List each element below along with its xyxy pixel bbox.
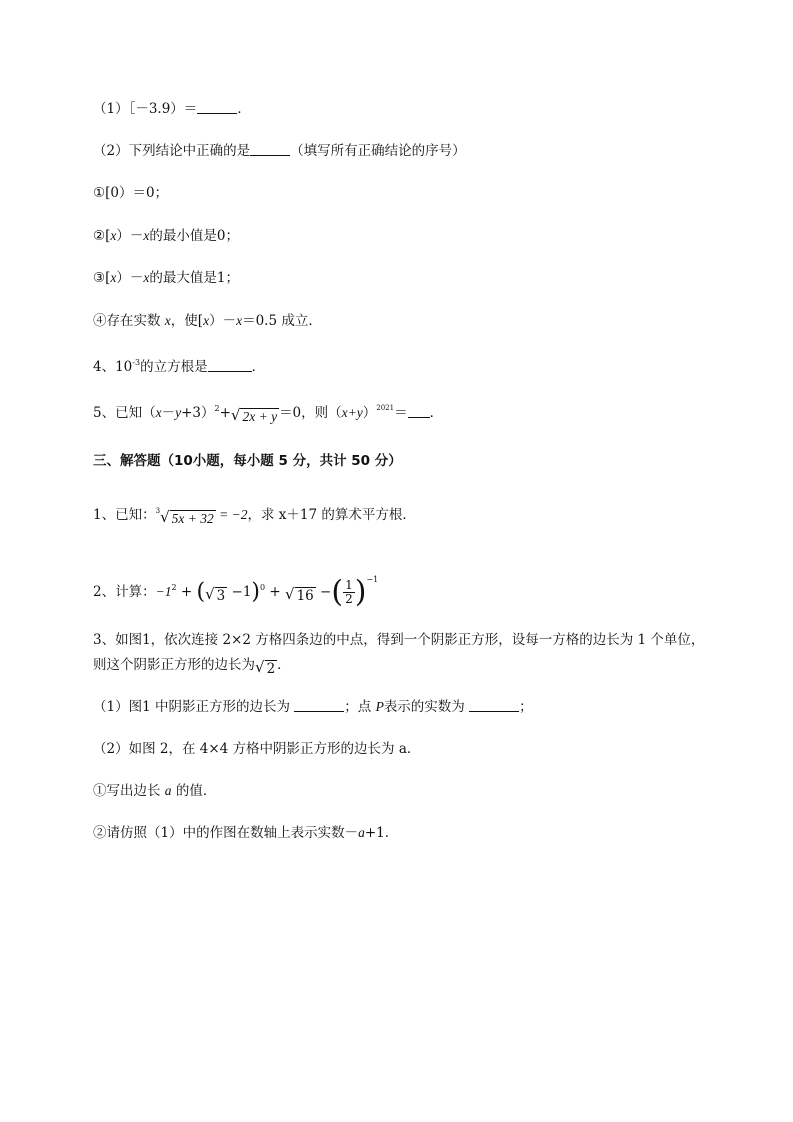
- problem-text: ）: [362, 405, 377, 421]
- option-text: ，使[: [170, 313, 204, 329]
- problem-5: [93, 398, 443, 425]
- var-a: a: [358, 825, 365, 840]
- problem-4: [93, 353, 265, 377]
- answer-blank: [294, 699, 344, 712]
- problem-text: +1．: [364, 825, 399, 841]
- var-x: x: [110, 228, 117, 243]
- question-2-note: （填写所有正确结论的序号）: [290, 143, 466, 159]
- var-y: y: [175, 405, 182, 420]
- var-x: x: [203, 313, 210, 328]
- problem-text: 的值．: [171, 783, 217, 799]
- answer-blank: [208, 359, 252, 372]
- operator: ＝: [394, 405, 408, 421]
- operator: －: [161, 405, 176, 421]
- solve-problem-3-part-2: （2）如图 2，在 4×4 方格中阴影正方形的边长为 a．: [93, 741, 421, 757]
- option-3: [93, 268, 239, 288]
- option-text: 的最小值是0；: [149, 228, 239, 244]
- problem-text: ，求 x＋17 的算术平方根．: [247, 507, 416, 523]
- period: ．: [277, 657, 291, 673]
- square-root: [205, 585, 227, 604]
- problem-text: 5、已知（: [93, 405, 156, 421]
- numerator: 1: [345, 578, 353, 592]
- option-2: [93, 226, 239, 246]
- operator: −: [315, 584, 332, 600]
- option-4: [93, 311, 322, 331]
- right-paren: ): [251, 579, 261, 605]
- exponent: 2021: [376, 404, 395, 412]
- radicand: 2x + y: [242, 409, 278, 424]
- var-x: x: [110, 270, 117, 285]
- fraction: [343, 579, 355, 606]
- exponent: -3: [132, 358, 141, 367]
- radicand: 16: [296, 588, 314, 604]
- var-x: x: [155, 405, 162, 420]
- square-root: [285, 585, 316, 604]
- solve-problem-3-sub-2: [93, 823, 398, 843]
- radicand: 5x + 32: [171, 511, 214, 526]
- radical-icon: √: [255, 658, 265, 676]
- option-text: ③[: [93, 270, 111, 286]
- problem-text: 4、10: [93, 359, 133, 375]
- var-a: a: [164, 783, 172, 798]
- option-text: 的最大值是1；: [149, 270, 239, 286]
- var-x: x: [143, 270, 150, 285]
- period: ．: [429, 405, 444, 421]
- var-x: x: [236, 313, 243, 328]
- solve-problem-3-sub-1: [93, 781, 216, 801]
- option-1: ①[0）＝0；: [93, 185, 169, 201]
- equation-rhs: = −2: [215, 507, 248, 522]
- problem-text: ＝0，则（: [279, 405, 342, 421]
- exponent: 0: [260, 583, 266, 592]
- answer-blank: [197, 101, 237, 114]
- period: ．: [251, 359, 266, 375]
- problem-text: ；点: [344, 699, 376, 715]
- radical-icon: √: [160, 508, 170, 526]
- var-x: x: [143, 228, 150, 243]
- var-x: x: [164, 313, 171, 328]
- exponent: −1: [366, 575, 379, 584]
- question-2-label: （2）下列结论中正确的是: [93, 143, 251, 159]
- problem-text: ①写出边长: [93, 783, 165, 799]
- option-text: ④存在实数: [93, 313, 165, 329]
- var-xy: x+y: [341, 405, 363, 420]
- answer-blank: [408, 405, 430, 418]
- square-root: [255, 658, 277, 677]
- exponent: 2: [214, 404, 220, 413]
- square-root: [231, 406, 279, 425]
- radicand: 3: [216, 588, 226, 604]
- left-paren: (: [196, 579, 206, 605]
- solve-problem-3-line-1: 3、如图1，依次连接 2×2 方格四条边的中点，得到一个阴影正方形，设每一方格的边长为 1 个单位，: [93, 632, 705, 648]
- denominator: 2: [345, 592, 353, 606]
- cube-root: [160, 508, 216, 527]
- option-text: ②[: [93, 228, 111, 244]
- problem-text: （1）图1 中阴影正方形的边长为: [93, 699, 295, 715]
- question-1-label: （1）［－3.9）＝: [93, 101, 198, 117]
- root-index: 3: [155, 507, 161, 515]
- problem-text: 表示的实数为: [383, 699, 470, 715]
- problem-text: 1、已知：: [93, 507, 156, 523]
- radicand: 2: [266, 661, 276, 677]
- section-3-heading: 三、解答题（10小题，每小题 5 分，共计 50 分）: [93, 453, 402, 469]
- solve-problem-2: [93, 563, 378, 610]
- period: ．: [237, 101, 251, 117]
- option-text: ）－: [209, 313, 237, 329]
- exponent: 2: [171, 583, 177, 592]
- solve-problem-3-line-2: [93, 655, 291, 677]
- problem-text: 2、计算：: [93, 584, 156, 600]
- problem-text: +3）: [181, 405, 215, 421]
- option-text: ＝0.5 成立．: [242, 313, 322, 329]
- problem-text: 则这个阴影正方形的边长为: [93, 657, 255, 673]
- problem-text: ②请仿照（1）中的作图在数轴上表示实数－: [93, 825, 359, 841]
- solve-problem-3-part-1: [93, 697, 533, 717]
- option-text: ）－: [116, 228, 144, 244]
- radical-icon: √: [205, 585, 215, 603]
- question-2-line: [93, 141, 466, 161]
- radical-icon: √: [285, 585, 295, 603]
- answer-blank: [469, 699, 519, 712]
- term: −1: [227, 584, 252, 600]
- right-paren: ): [354, 574, 367, 610]
- answer-blank: [250, 143, 290, 156]
- left-paren: (: [331, 574, 344, 610]
- operator: +: [219, 405, 231, 421]
- question-1-line: [93, 99, 251, 119]
- var-p: P: [375, 699, 384, 714]
- solve-problem-1: [93, 501, 416, 527]
- problem-text: 的立方根是: [140, 359, 208, 375]
- option-text: ）－: [116, 270, 144, 286]
- operator: +: [176, 584, 197, 600]
- operator: +: [265, 584, 286, 600]
- radical-icon: √: [230, 406, 241, 424]
- term: −1: [155, 584, 172, 599]
- problem-text: ；: [519, 699, 533, 715]
